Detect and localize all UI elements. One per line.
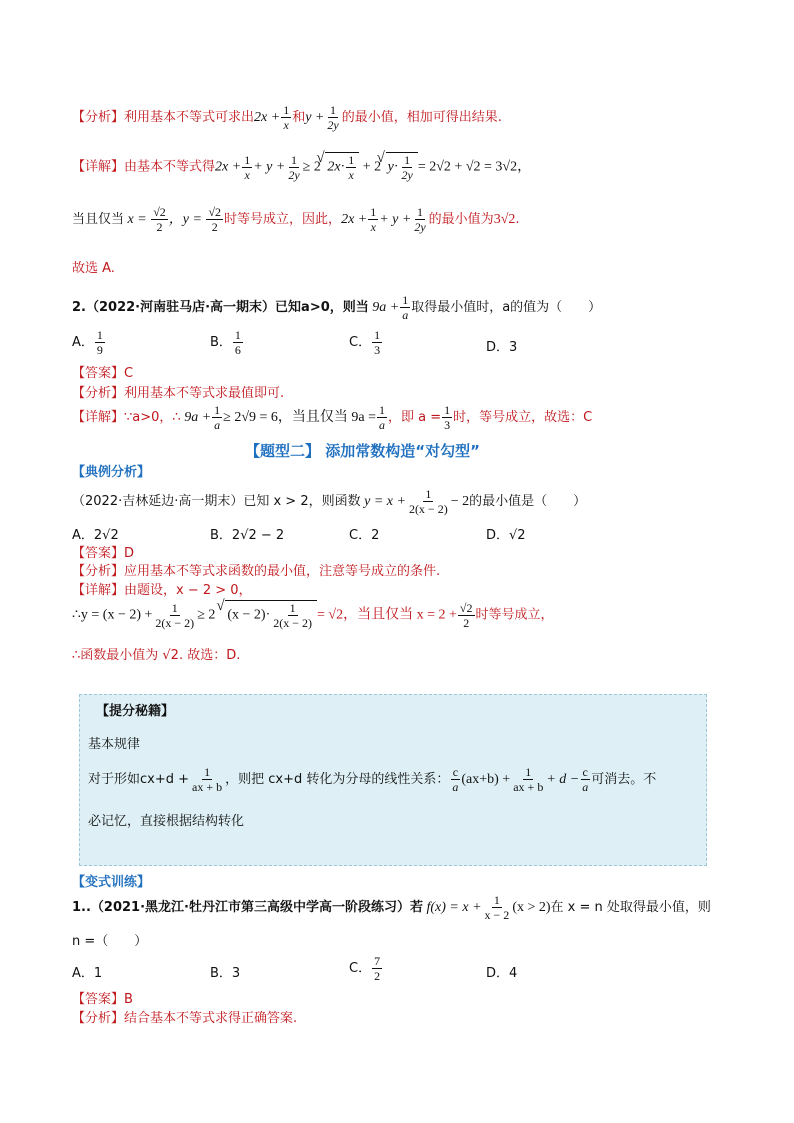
tip-line-2: 必记忆，直接根据结构转化 (88, 814, 245, 829)
q2-option-c: C． $\frac{1}{3}$ (349, 328, 381, 357)
sqrt-expr: √ 2x· $\frac{1}{x}$ (325, 152, 359, 182)
practice-option-c: C． $\frac{7}{2}$ (349, 954, 381, 983)
example-option-c: C．2 (349, 528, 380, 543)
example-stem: （2022·吉林延边·高一期末）已知 x > 2，则函数 y = x + $\frac{1}{2(x - 2)}$ − 2的最小值是（ ） (72, 487, 587, 516)
detail-label: 【详解】 (72, 159, 125, 175)
example-option-a: A．2√2 (72, 528, 119, 543)
p1-conclusion: 故选 A. (72, 261, 115, 276)
practice-stem-cont: n =（ ） (72, 934, 148, 949)
tip-subtitle: 基本规律 (88, 737, 141, 752)
q2-answer: 【答案】C (72, 366, 134, 381)
example-option-d: D．√2 (486, 528, 526, 543)
example-detail: 【详解】由题设，x − 2 > 0， (72, 583, 252, 598)
q2-option-b: B． $\frac{1}{6}$ (210, 328, 241, 357)
practice-analysis: 【分析】结合基本不等式求得正确答案. (72, 1011, 298, 1026)
section-title: 【题型二】 添加常数构造“对勾型” (245, 442, 480, 460)
fraction: $\frac{1}{x}$ (283, 103, 290, 132)
analysis-label: 【分析】 (72, 110, 125, 125)
q2-detail: 【详解】∵a>0，∴ 9a + $\frac{1}{a}$ ≥ 2√9 = 6，当且仅当 9a = $\frac{1}{a}$ ，即 a = $\frac{1}{3}$ 时，等号成立，故选：C (72, 403, 593, 432)
practice-stem: 1..（2021·黑龙江·牡丹江市第三高级中学高一阶段练习）若 f(x) = x + $\frac{1}{x - 2}$ (x > 2)在 x = n 处取得最小值，则 (72, 893, 711, 922)
p1-detail-line: 【详解】由基本不等式得2x + $\frac{1}{x}$ + y + $\frac{1}{2y}$ ≥ 2 √ 2x· $\frac{1}{x}$ + 2 √ y· $\frac{1}{2y}$ = 2√2 + √2 = 3√2， (72, 152, 531, 182)
p1-analysis-line: 【分析】利用基本不等式可求出2x + $\frac{1}{x}$ 和y + $\frac{1}{2y}$ 的最小值，相加可得出结果. (72, 103, 502, 132)
tip-line-1: 对于形如cx+d + $\frac{1}{ax + b}$ ，则把 cx+d 转化为分母的线性关系： $\frac{c}{a}$ (ax+b) + $\frac{1}{ax + b}$ + d − $\frac{c}{a}$ 可消去。不 (88, 765, 657, 794)
q2-option-d: D．3 (486, 340, 518, 355)
practice-tag: 【变式训练】 (72, 875, 151, 890)
example-answer: 【答案】D (72, 546, 135, 561)
example-option-b: B．2√2 − 2 (210, 528, 285, 543)
fraction: $\frac{1}{2y}$ (327, 103, 339, 132)
practice-answer: 【答案】B (72, 992, 133, 1007)
practice-option-a: A．1 (72, 966, 103, 981)
example-analysis: 【分析】应用基本不等式求函数的最小值，注意等号成立的条件. (72, 564, 441, 579)
example-detail-line2: ∴y = (x − 2) + $\frac{1}{2(x - 2)}$ ≥ 2√ (x − 2)· $\frac{1}{2(x - 2)}$ = √2，当且仅当 x = 2 + $\frac{√2}{2}$ 时等号成立， (72, 600, 554, 630)
tip-title: 【提分秘籍】 (96, 704, 175, 719)
example-conclusion: ∴函数最小值为 √2. 故选：D. (72, 648, 241, 663)
example-tag: 【典例分析】 (72, 465, 151, 480)
sqrt-expr: √ y· $\frac{1}{2y}$ (386, 152, 418, 182)
q2-option-a: A． $\frac{1}{9}$ (72, 328, 103, 357)
practice-option-d: D．4 (486, 966, 518, 981)
q2-analysis: 【分析】利用基本不等式求最值即可. (72, 386, 285, 401)
q2-stem: 2.（2022·河南驻马店·高一期末）已知a>0，则当 9a + $\frac{1}{a}$ 取得最小值时，a的值为（ ） (72, 293, 602, 322)
p1-equality-line: 当且仅当 x = $\frac{√2}{2}$ ，y = $\frac{√2}{2}$ 时等号成立，因此，2x + $\frac{1}{x}$ + y + $\frac{1}{2y}$ 的最小值为3√2. (72, 205, 520, 234)
practice-option-b: B．3 (210, 966, 241, 981)
tip-box (79, 694, 707, 866)
